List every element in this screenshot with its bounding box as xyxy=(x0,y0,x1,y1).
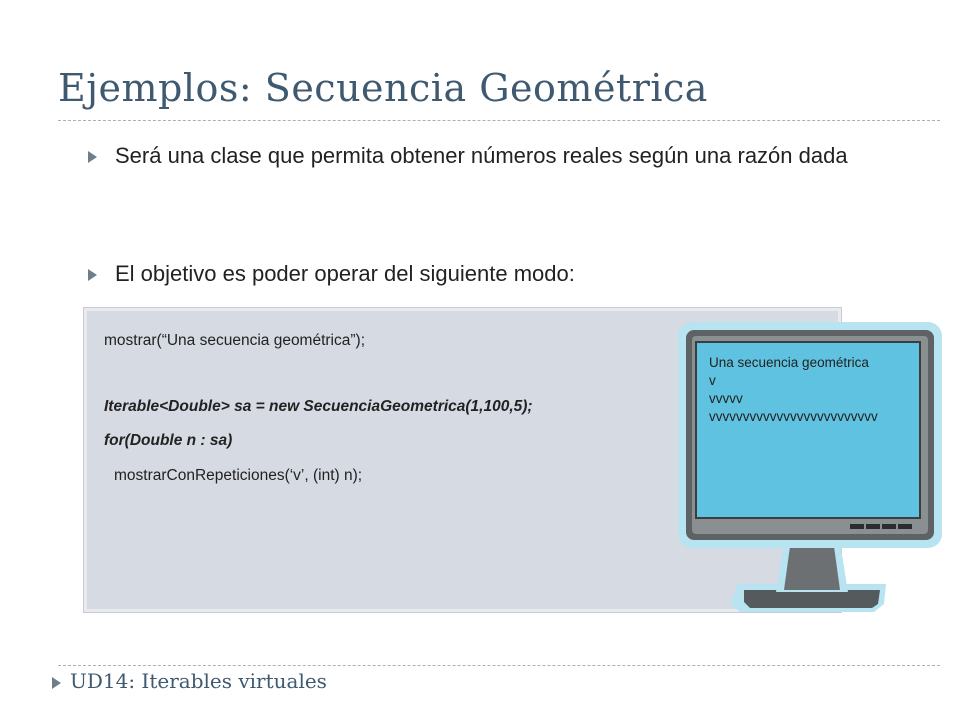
screen-output-line: Una secuencia geométrica xyxy=(709,355,869,370)
footer-text: UD14: Iterables virtuales xyxy=(70,669,327,693)
code-line-3: for(Double n : sa) xyxy=(104,432,233,449)
bullet-item-2 xyxy=(88,258,888,290)
code-line-1: mostrar(“Una secuencia geométrica”); xyxy=(104,332,366,349)
screen-output-line: vvvvv xyxy=(709,391,743,406)
footer-arrow-icon xyxy=(52,677,61,689)
footer-divider xyxy=(58,665,940,666)
bullet-item-1 xyxy=(88,140,888,172)
screen-output-line: vvvvvvvvvvvvvvvvvvvvvvvvv xyxy=(709,409,878,424)
screen-output-line: v xyxy=(709,373,716,388)
bullet-arrow-icon xyxy=(88,269,97,281)
bullet-text: El objetivo es poder operar del siguiente modo: xyxy=(115,261,575,286)
title-divider xyxy=(58,120,940,121)
code-line-2: Iterable<Double> sa = new SecuenciaGeometrica(1,100,5); xyxy=(104,398,533,415)
bullet-text: Será una clase que permita obtener números reales según una razón dada xyxy=(115,143,848,168)
bullet-arrow-icon xyxy=(88,151,97,163)
slide-title: Ejemplos: Secuencia Geométrica xyxy=(58,66,708,110)
code-line-4: mostrarConRepeticiones(‘v’, (int) n); xyxy=(114,467,363,484)
